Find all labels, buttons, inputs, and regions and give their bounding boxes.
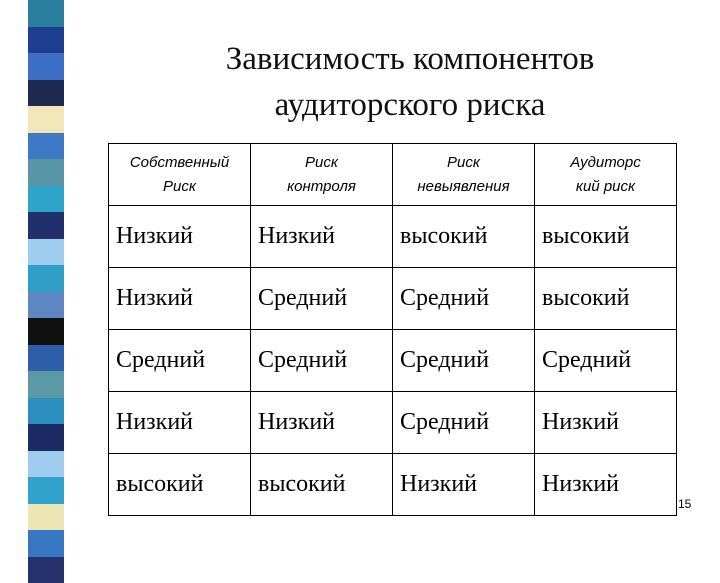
table-cell: Низкий — [109, 206, 251, 268]
stripe-segment — [28, 53, 64, 80]
table-cell: Низкий — [251, 206, 393, 268]
page-number: 15 — [678, 497, 691, 511]
table-cell: высокий — [393, 206, 535, 268]
title-line-2: аудиторского риска — [100, 82, 720, 128]
table-cell: высокий — [109, 454, 251, 516]
stripe-segment — [28, 106, 64, 133]
stripe-segment — [28, 239, 64, 266]
stripe-segment — [28, 371, 64, 398]
stripe-segment — [28, 186, 64, 213]
header-row — [109, 144, 677, 206]
table-cell: Средний — [251, 268, 393, 330]
stripe-segment — [28, 398, 64, 425]
stripe-segment — [28, 318, 64, 345]
table-cell: высокий — [251, 454, 393, 516]
stripe-segment — [28, 0, 64, 27]
table-cell: Средний — [393, 392, 535, 454]
stripe-segment — [28, 530, 64, 557]
stripe-segment — [28, 477, 64, 504]
slide-title — [100, 36, 720, 128]
table-cell: Средний — [251, 330, 393, 392]
header-cell: Риск контроля — [251, 144, 393, 206]
stripe-segment — [28, 80, 64, 107]
stripe-segment — [28, 504, 64, 531]
title-line-1: Зависимость компонентов — [100, 36, 720, 82]
table-cell: Низкий — [251, 392, 393, 454]
header-cell: Риск невыявления — [393, 144, 535, 206]
table-cell: высокий — [535, 206, 677, 268]
stripe-segment — [28, 424, 64, 451]
decorative-stripe — [28, 0, 64, 540]
table-cell: Низкий — [393, 454, 535, 516]
stripe-segment — [28, 292, 64, 319]
stripe-segment — [28, 345, 64, 372]
risk-table — [108, 143, 677, 516]
table-cell: Средний — [535, 330, 677, 392]
table-cell: Низкий — [535, 454, 677, 516]
table-row — [109, 206, 677, 268]
stripe-segment — [28, 133, 64, 160]
stripe-segment — [28, 265, 64, 292]
table-cell: Низкий — [535, 392, 677, 454]
stripe-segment — [28, 159, 64, 186]
table-cell: Низкий — [109, 268, 251, 330]
table-cell: Низкий — [109, 392, 251, 454]
header-cell: Аудиторс кий риск — [535, 144, 677, 206]
table-row — [109, 268, 677, 330]
header-cell: Собственный Риск — [109, 144, 251, 206]
stripe-segment — [28, 212, 64, 239]
table-row — [109, 392, 677, 454]
stripe-segment — [28, 27, 64, 54]
table-row — [109, 330, 677, 392]
stripe-segment — [28, 451, 64, 478]
table-cell: Средний — [109, 330, 251, 392]
table-cell: Средний — [393, 330, 535, 392]
stripe-segment — [28, 557, 64, 583]
table-cell: высокий — [535, 268, 677, 330]
table-cell: Средний — [393, 268, 535, 330]
table-row — [109, 454, 677, 516]
